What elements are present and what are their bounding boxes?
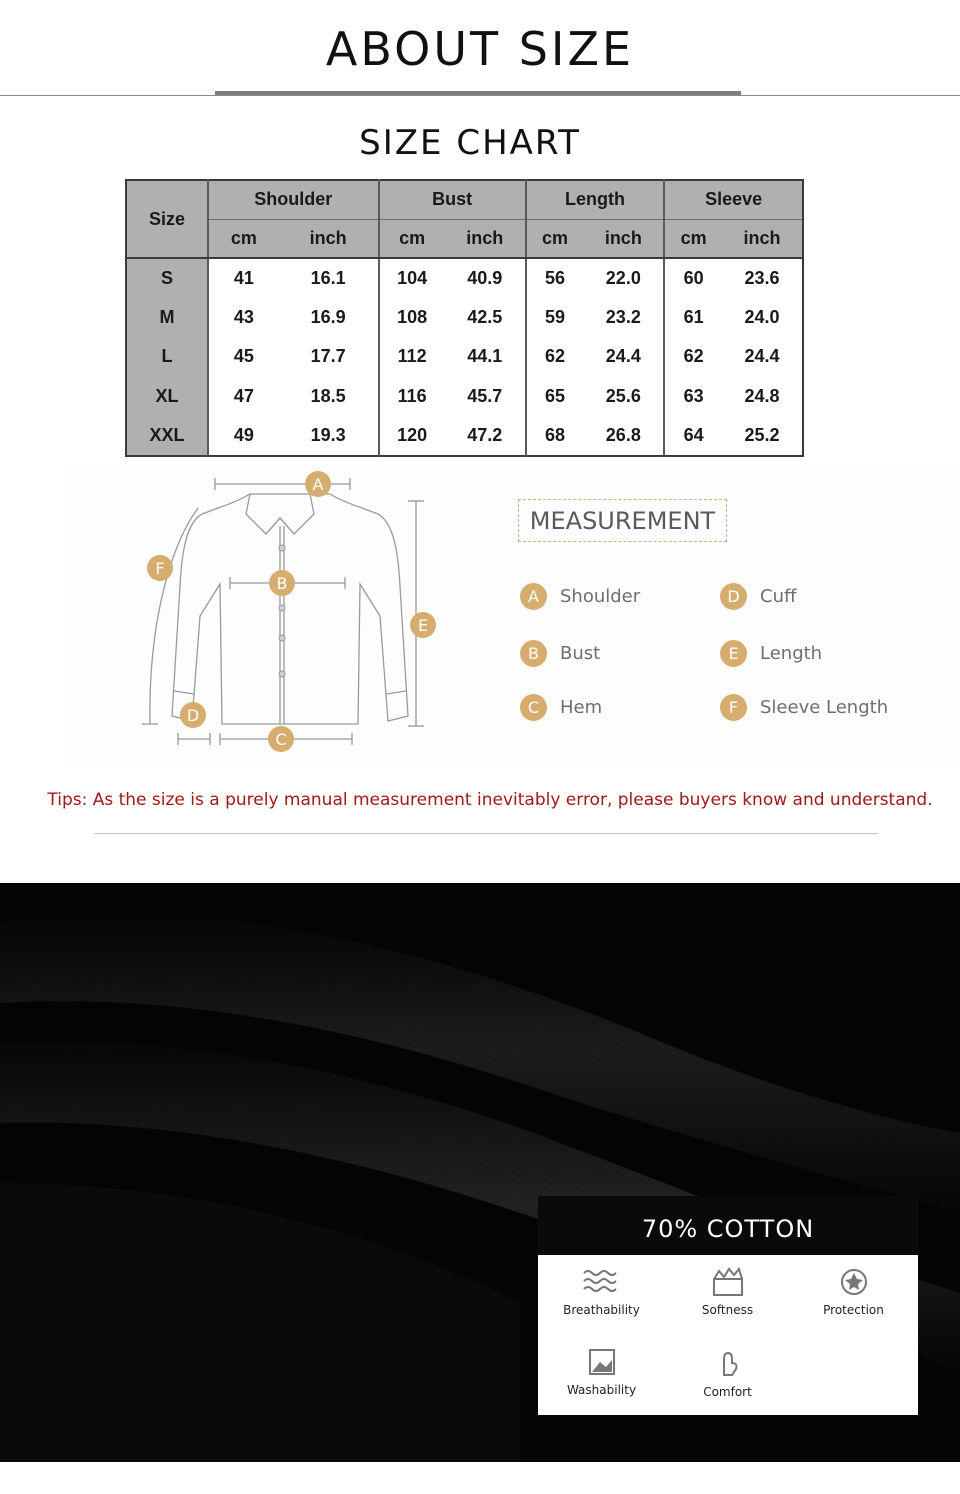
value-cell: 23.6 [744, 267, 780, 288]
unit-header: inch [279, 219, 379, 258]
feature-protection [790, 1267, 917, 1317]
unit-header: inch [722, 219, 803, 258]
value-cell: 62 [526, 337, 584, 377]
group-header-bust: Bust [379, 180, 526, 219]
diagram-marker-a [305, 471, 331, 497]
value-cell: 65 [526, 377, 584, 417]
material-card [538, 1196, 918, 1415]
diagram-marker-f [147, 555, 173, 581]
value-cell: 49 [208, 416, 279, 456]
legend-label: Cuff [760, 586, 797, 607]
tips-divider [94, 833, 878, 834]
feature-label: Comfort [703, 1385, 752, 1399]
tips-note: Tips: As the size is a purely manual measurement inevitably error, please buyers know and understand. [47, 790, 933, 810]
legend-item-shoulder [520, 583, 640, 610]
group-header-length: Length [526, 180, 665, 219]
size-chart-title: SIZE CHART [359, 123, 581, 163]
value-cell: 104 [379, 258, 445, 298]
size-cell: L [126, 337, 208, 377]
value-cell: 44.1 [467, 346, 503, 367]
legend-item-length [720, 640, 822, 667]
value-cell: 120 [379, 416, 445, 456]
size-cell: S [126, 258, 208, 298]
value-cell: 26.8 [605, 425, 641, 446]
value-cell: 22.0 [605, 267, 641, 288]
unit-header: cm [379, 219, 445, 258]
legend-badge: B [520, 640, 547, 667]
svg-text:D: D [186, 706, 200, 725]
unit-header: inch [445, 219, 526, 258]
value-cell: 24.0 [744, 306, 780, 327]
value-cell: 16.1 [310, 267, 346, 288]
legend-item-hem [520, 694, 602, 721]
legend-badge: F [720, 694, 747, 721]
page-title: ABOUT SIZE [325, 22, 635, 76]
value-cell: 108 [379, 298, 445, 338]
value-cell: 112 [379, 337, 445, 377]
comfort-icon [708, 1347, 748, 1379]
svg-text:C: C [275, 730, 287, 749]
value-cell: 17.7 [310, 346, 346, 367]
legend-badge: A [520, 583, 547, 610]
diagram-marker-c [268, 726, 294, 752]
feature-washability [538, 1347, 665, 1397]
measurement-title: MEASUREMENT [518, 499, 727, 542]
legend-badge: D [720, 583, 747, 610]
svg-text:A: A [312, 475, 324, 494]
value-cell: 24.8 [744, 386, 780, 407]
feature-label: Softness [701, 1303, 754, 1317]
value-cell: 23.2 [605, 306, 641, 327]
value-cell: 62 [664, 337, 722, 377]
value-cell: 56 [526, 258, 584, 298]
value-cell: 25.2 [744, 425, 780, 446]
svg-text:F: F [155, 559, 165, 578]
legend-item-sleeve-length [720, 694, 888, 721]
group-header-shoulder: Shoulder [208, 180, 379, 219]
value-cell: 47 [208, 377, 279, 417]
unit-header: inch [583, 219, 664, 258]
feature-softness [664, 1267, 791, 1317]
value-cell: 18.5 [310, 386, 346, 407]
value-cell: 24.4 [744, 346, 780, 367]
washability-icon [582, 1347, 622, 1377]
diagram-marker-b [269, 570, 295, 596]
legend-item-bust [520, 640, 600, 667]
feature-label: Breathability [563, 1303, 640, 1317]
diagram-marker-d [180, 702, 206, 728]
table-row [126, 258, 803, 298]
shirt-diagram [70, 466, 490, 766]
header-divider [0, 95, 960, 96]
value-cell: 64 [664, 416, 722, 456]
value-cell: 60 [664, 258, 722, 298]
value-cell: 68 [526, 416, 584, 456]
size-chart-table [125, 179, 804, 457]
size-cell: XXL [126, 416, 208, 456]
value-cell: 25.6 [605, 386, 641, 407]
feature-breathability [538, 1267, 665, 1317]
legend-item-cuff [720, 583, 796, 610]
material-features [538, 1255, 918, 1415]
material-title: 70% COTTON [538, 1196, 918, 1255]
value-cell: 63 [664, 377, 722, 417]
legend-label: Sleeve Length [760, 697, 889, 718]
legend-label: Shoulder [560, 586, 641, 607]
table-row [126, 416, 803, 456]
diagram-marker-e [410, 612, 436, 638]
group-header-sleeve: Sleeve [664, 180, 803, 219]
value-cell: 61 [664, 298, 722, 338]
value-cell: 42.5 [467, 306, 503, 327]
feature-label: Protection [823, 1303, 884, 1317]
value-cell: 47.2 [467, 425, 503, 446]
unit-header: cm [208, 219, 279, 258]
unit-header: cm [664, 219, 722, 258]
legend-badge: C [520, 694, 547, 721]
waves-icon [582, 1267, 622, 1297]
header-underline [215, 91, 741, 95]
legend-label: Hem [560, 697, 603, 718]
legend-label: Length [760, 643, 823, 664]
value-cell: 116 [379, 377, 445, 417]
value-cell: 24.4 [605, 346, 641, 367]
value-cell: 40.9 [467, 267, 503, 288]
value-cell: 45 [208, 337, 279, 377]
svg-text:E: E [417, 616, 429, 635]
legend-badge: E [720, 640, 747, 667]
value-cell: 45.7 [467, 386, 503, 407]
value-cell: 41 [208, 258, 279, 298]
size-cell: XL [126, 377, 208, 417]
protection-icon [834, 1267, 874, 1297]
value-cell: 16.9 [310, 306, 346, 327]
value-cell: 43 [208, 298, 279, 338]
legend-label: Bust [560, 643, 601, 664]
size-cell: M [126, 298, 208, 338]
table-row [126, 337, 803, 377]
unit-header: cm [526, 219, 584, 258]
svg-text:B: B [276, 574, 288, 593]
feature-comfort [664, 1347, 791, 1399]
table-row [126, 377, 803, 417]
softness-icon [708, 1267, 748, 1297]
value-cell: 19.3 [310, 425, 346, 446]
feature-label: Washability [566, 1383, 637, 1397]
size-header: Size [126, 180, 208, 258]
value-cell: 59 [526, 298, 584, 338]
measurement-panel [70, 466, 960, 766]
table-row [126, 298, 803, 338]
